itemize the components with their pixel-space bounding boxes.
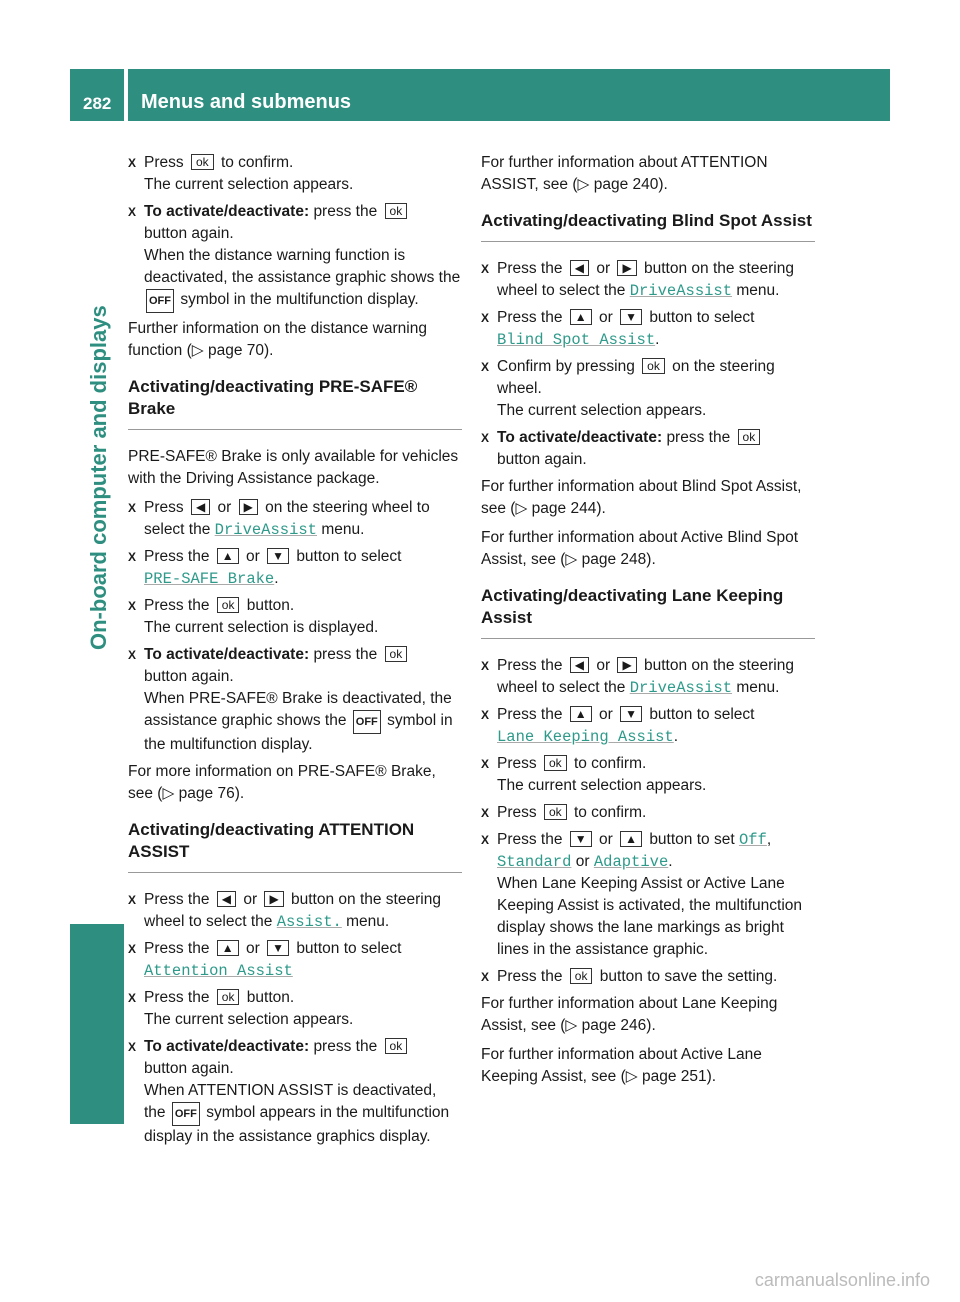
paragraph: Further information on the distance warning function (▷ page 70). xyxy=(128,320,427,359)
list-item: X Press the ok button to save the setting. xyxy=(481,968,778,985)
list-item: X Press the ▲ or ▼ button to select PRE-SAFE Brake. xyxy=(128,548,402,588)
page-number: 282 xyxy=(83,94,112,113)
page-number-box xyxy=(70,69,124,121)
list-item: X Press ok to confirm. xyxy=(481,804,647,821)
attention-off-icon: OFF xyxy=(172,1102,200,1126)
left-column xyxy=(128,152,462,1153)
list-item: X Press ◀ or ▶ on the steering wheel to select the DriveAssist menu. xyxy=(128,499,430,539)
list-item: X Press the ▲ or ▼ button to select Blind Spot Assist. xyxy=(481,309,755,349)
menu-presafe-brake: PRE-SAFE Brake xyxy=(144,570,275,588)
list-item: X Press the ok button. The current selection is displayed. xyxy=(128,597,379,636)
list-item: X Press the ▲ or ▼ button to select Lane Keeping Assist. xyxy=(481,706,755,746)
section-heading: Activating/deactivating Blind Spot Assist xyxy=(481,210,815,242)
list-item: X Press the ◀ or ▶ button on the steering wheel to select the DriveAssist menu. xyxy=(481,260,794,300)
list-item: X Press the ▲ or ▼ button to select Attention Assist xyxy=(128,940,402,980)
list-item: X Confirm by pressing ok on the steering wheel. The current selection appears. xyxy=(481,358,775,419)
side-color-block xyxy=(70,924,124,1124)
list-item: X Press the ◀ or ▶ button on the steering wheel to select the DriveAssist menu. xyxy=(481,657,794,697)
paragraph: For more information on PRE-SAFE® Brake, see (▷ page 76). xyxy=(128,763,436,802)
list-item: X Press ok to confirm. The current selection appears. xyxy=(128,154,354,193)
presafe-off-icon: OFF xyxy=(353,710,381,734)
right-button-symbol: ▶ xyxy=(239,499,258,515)
paragraph: For further information about Active Blind Spot Assist, see (▷ page 248). xyxy=(481,529,799,568)
right-column xyxy=(481,152,815,1095)
distance-off-icon: OFF xyxy=(146,289,174,313)
section-title: Menus and submenus xyxy=(141,91,352,113)
list-item: X To activate/deactivate: press the ok button again. When the distance warning function is deactivated, the assistance graphic shows the OFF symbol in the multifunction display. xyxy=(128,201,462,313)
paragraph: For further information about Active Lane Keeping Assist, see (▷ page 251). xyxy=(481,1046,762,1085)
menu-assist: Assist. xyxy=(276,913,342,931)
list-item: X Press the ok button. The current selection appears. xyxy=(128,989,354,1028)
section-heading: Activating/deactivating PRE-SAFE® Brake xyxy=(128,376,462,430)
menu-blind-spot: Blind Spot Assist xyxy=(497,331,656,349)
list-item: X To activate/deactivate: press the ok button again. When PRE-SAFE® Brake is deactivated, the assistance graphic shows the OFF symbol in the multifunction display. xyxy=(128,646,453,753)
list-item: X Press ok to confirm. The current selection appears. xyxy=(481,755,707,794)
section-header xyxy=(128,69,890,121)
ok-button-symbol: ok xyxy=(191,154,214,170)
left-button-symbol: ◀ xyxy=(191,499,210,515)
paragraph: PRE-SAFE® Brake is only available for vehicles with the Driving Assistance package. xyxy=(128,448,459,487)
side-label: On-board computer and displays xyxy=(86,305,111,650)
list-item: X Press the ▼ or ▲ button to set Off, Standard or Adaptive. When Lane Keeping Assist or Active Lane Keeping Assist is activated, the multifunction display shows the lane markings as bright lines in the assistance graphic. xyxy=(481,831,802,958)
section-heading: Activating/deactivating ATTENTION ASSIST xyxy=(128,819,462,873)
watermark: carmanualsonline.info xyxy=(754,1270,930,1290)
paragraph: For further information about Lane Keeping Assist, see (▷ page 246). xyxy=(481,995,778,1034)
ok-button-symbol: ok xyxy=(385,203,408,219)
section-heading: Activating/deactivating Lane Keeping Assist xyxy=(481,585,815,639)
menu-lane-keeping: Lane Keeping Assist xyxy=(497,728,674,746)
paragraph: For further information about Blind Spot Assist, see (▷ page 244). xyxy=(481,478,802,517)
list-item: X To activate/deactivate: press the ok button again. When ATTENTION ASSIST is deactivated, the OFF symbol appears in the multifunction display in the assistance graphics display. xyxy=(128,1038,450,1145)
list-item: X To activate/deactivate: press the ok button again. xyxy=(481,427,815,471)
list-item: X Press the ◀ or ▶ button on the steering wheel to select the Assist. menu. xyxy=(128,891,441,931)
menu-driveassist: DriveAssist xyxy=(214,521,317,539)
menu-attention-assist: Attention Assist xyxy=(144,962,293,980)
paragraph: For further information about ATTENTION ASSIST, see (▷ page 240). xyxy=(481,154,768,193)
